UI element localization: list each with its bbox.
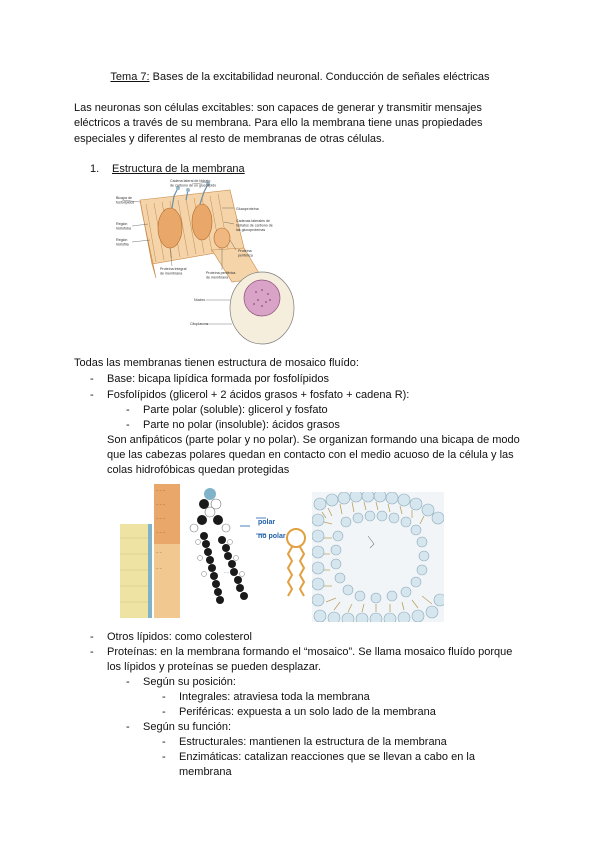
list-item-enzimaticas: Enzimáticas: catalizan reacciones que se llevan a cabo en la [179, 751, 475, 763]
section-label: Estructura de la membrana [112, 163, 245, 175]
bullet-dash: - [126, 419, 130, 431]
fig1-label: Cadenas laterales de [236, 219, 270, 223]
bullet-dash: - [162, 736, 166, 748]
svg-text:~ ~ ~: ~ ~ ~ [156, 516, 166, 521]
fig1-label: Proteína [238, 249, 252, 253]
bullet-dash: - [90, 631, 94, 643]
bullet-dash: - [162, 751, 166, 763]
list-item-otros-lipidos: Otros lípidos: como colesterol [107, 631, 252, 643]
list-item-integrales: Integrales: atraviesa toda la membrana [179, 691, 370, 703]
list-item-parte-no-polar: Parte no polar (insoluble): ácidos grasos [143, 419, 340, 431]
fig1-label: de membrana [206, 275, 229, 280]
list-item-segun-posicion: Según su posición: [143, 676, 236, 688]
bullet-dash: - [126, 404, 130, 416]
fig1-label: Región [116, 238, 128, 242]
section-number: 1. [90, 163, 100, 175]
fig1-label: de membrana [160, 271, 183, 276]
proteinas-line-2: los lípidos y proteínas se pueden desplazar. [107, 661, 322, 673]
fig1-label: Bicapa de [116, 196, 132, 200]
membrane-structure-figure [112, 178, 300, 350]
polar-label: polar [258, 519, 276, 526]
intro-paragraph [74, 101, 534, 147]
list-item-parte-polar: Parte polar (soluble): glicerol y fosfato [143, 404, 328, 416]
svg-text:~ ~: ~ ~ [156, 550, 162, 555]
anfipaticos-line: Son anfipáticos (parte polar y no polar). Se organizan formando una bicapa de modo [107, 434, 520, 446]
intro-line: eléctricos a través de su membrana. Para ello la membrana tiene unas propiedades [74, 117, 483, 130]
anfipaticos-line: colas hidrofóbicas quedan protegidas [107, 464, 290, 476]
intro-line: Las neuronas son células excitables: son capaces de generar y transmitir mensajes [74, 102, 482, 114]
fig1-label: de carbono de un glucolípido [170, 183, 217, 188]
fig1-label: periférica [238, 253, 253, 258]
fig1-label: hidrófoba [116, 226, 131, 231]
list-item-proteinas: Proteínas: en la membrana formando el “mosaico”. Se llama mosaico fluído porque [107, 646, 513, 658]
fig1-label: Proteína integral [160, 267, 187, 271]
svg-text:~ ~: ~ ~ [156, 566, 162, 571]
fig1-label: hidratos de carbono de [236, 223, 273, 228]
bullet-dash: - [90, 373, 94, 385]
list-item-base: Base: bicapa lipídica formada por fosfolípidos [107, 373, 329, 385]
bullet-dash: - [162, 706, 166, 718]
bullet-dash: - [162, 691, 166, 703]
list-item-estructurales: Estructurales: mantienen la estructura de la membrana [179, 736, 447, 748]
svg-text:~ ~ ~: ~ ~ ~ [156, 488, 166, 493]
fig1-label: Cadena lateral de hidrato [170, 179, 211, 183]
fig1-label: Núcleo [194, 298, 206, 302]
list-item-perifericas: Periféricas: expuesta a un solo lado de la membrana [179, 706, 436, 718]
bullet-dash: - [126, 676, 130, 688]
section-heading-1 [90, 163, 245, 175]
enzimaticas-line-2: membrana [179, 766, 232, 778]
title-prefix: Tema 7: [110, 71, 150, 83]
fig1-label: Glucoproteína [236, 207, 259, 211]
list-item-fosfolipidos: Fosfolípidos (glicerol + 2 ácidos grasos + fosfato + cadena R): [107, 389, 410, 401]
svg-text:~ ~: ~ ~ [224, 571, 230, 575]
svg-text:~ ~ ~: ~ ~ ~ [156, 502, 166, 507]
intro-line: especiales y diferentes al resto de membranas de otras células. [74, 132, 385, 145]
list-item-segun-funcion: Según su función: [143, 721, 232, 733]
no-polar-label: no polar [258, 533, 286, 540]
fig1-label: hidrófila [116, 242, 129, 247]
fig1-label: fosfolípidos [116, 200, 135, 205]
svg-text:~ ~ ~: ~ ~ ~ [156, 530, 166, 535]
bullet-dash: - [126, 721, 130, 733]
fig1-label: Región [116, 222, 128, 226]
fig1-label: las glucoproteínas [236, 228, 266, 232]
bilayer-vesicle-figure [312, 492, 444, 622]
bullet-dash: - [90, 646, 94, 658]
bullet-dash: - [90, 389, 94, 401]
title-text: Bases de la excitabilidad neuronal. Conducción de señales eléctricas [149, 71, 490, 83]
mosaic-intro: Todas las membranas tienen estructura de mosaico fluído: [74, 357, 359, 369]
fig1-label: Citoplasma [190, 322, 208, 326]
fig1-label: Proteína periférica [206, 271, 236, 275]
document-title [0, 71, 600, 83]
anfipaticos-line: que las cabezas polares quedan en contacto con el medio acuoso de la célula y las [107, 449, 514, 461]
